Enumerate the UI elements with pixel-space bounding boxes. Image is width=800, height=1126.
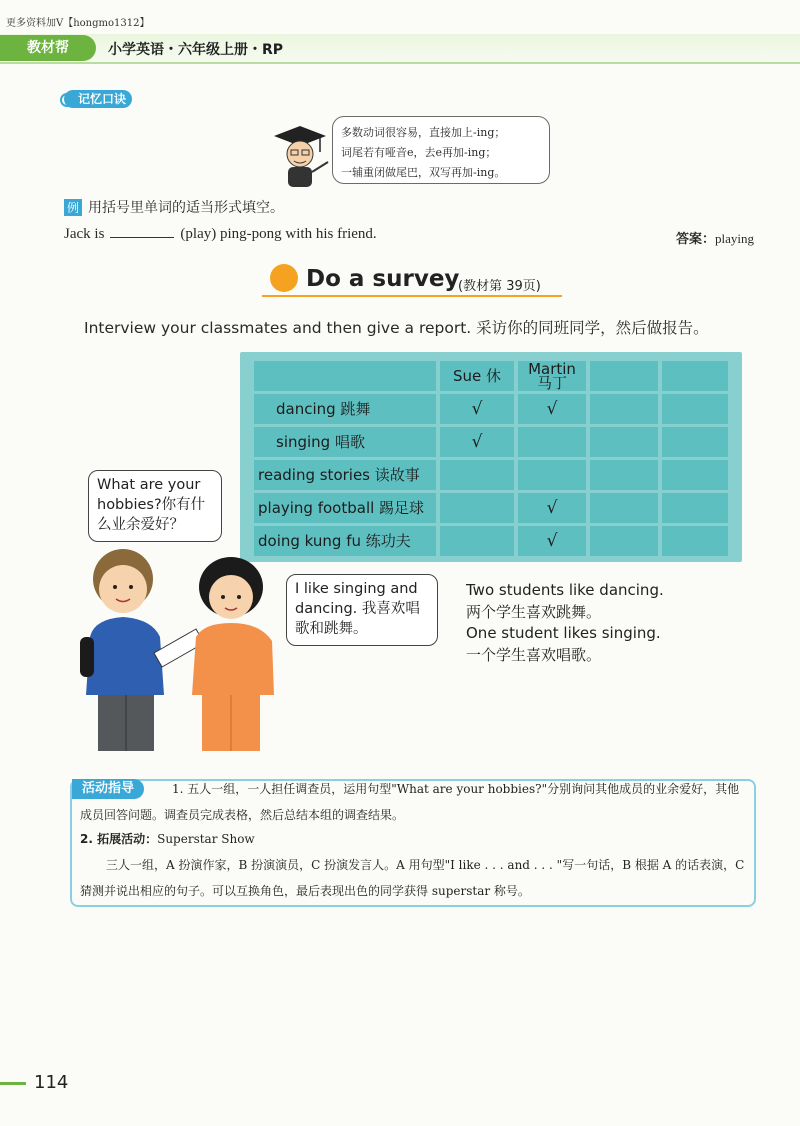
example-sentence [64, 226, 377, 243]
empty-column-cell [662, 361, 728, 391]
section-subtitle: (教材第 39页) [458, 279, 541, 294]
check-cell [440, 526, 514, 556]
activity-item-2-title: Superstar Show [157, 832, 255, 846]
check-cell: √ [518, 493, 586, 523]
brand-tab: 教材帮 [0, 35, 96, 61]
page-number: 114 [34, 1072, 69, 1093]
result-line: Two students like dancing. [466, 581, 664, 599]
empty-column-cell [590, 361, 658, 391]
check-cell [440, 460, 514, 490]
row-label: dancing 跳舞 [254, 394, 436, 424]
answer-label: 答案： [675, 232, 715, 247]
answer-blank [110, 237, 174, 238]
activity-item-2-heading [80, 826, 746, 852]
answer-value: playing [715, 231, 754, 246]
survey-section-icon [270, 264, 298, 292]
teacher-cartoon-icon [270, 122, 330, 192]
table-corner-cell [254, 361, 436, 391]
empty-cell [662, 460, 728, 490]
check-cell: √ [518, 526, 586, 556]
check-cell [440, 493, 514, 523]
check-cell: √ [440, 427, 514, 457]
empty-cell [662, 526, 728, 556]
column-header-martin [518, 361, 586, 391]
activity-item-2-label: 2. 拓展活动： [80, 832, 158, 846]
survey-results [466, 580, 664, 666]
result-line: One student likes singing. [466, 624, 661, 642]
result-line: 一个学生喜欢唱歌。 [466, 645, 602, 664]
martin-en: Martin [528, 360, 576, 378]
example-prompt-text: 用括号里单词的适当形式填空。 [88, 200, 285, 216]
example-badge: 例 [64, 199, 82, 216]
section-instruction: Interview your classmates and then give a report. 采访你的同班同学，然后做报告。 [84, 319, 709, 337]
memory-tip-label: 记忆口诀 [64, 90, 132, 108]
page-number-bar [0, 1082, 26, 1085]
column-header-sue: Sue 休 [440, 361, 514, 391]
section-underline [262, 295, 562, 297]
sentence-after: (play) ping-pong with his friend. [180, 226, 377, 242]
check-cell: √ [440, 394, 514, 424]
sentence-before: Jack is [64, 226, 105, 242]
example-prompt [64, 197, 284, 217]
memory-tip-bubble [332, 116, 550, 184]
activity-item-2-body: 三人一组，A 扮演作家，B 扮演演员，C 扮演发言人。A 用句型"I like . . . and . . . "写一句话，B 根据 A 的话表演，C 猜测并说出相应的句子。可以互换角色，最后表现出色的同学获得 superstar 称号。 [80, 858, 745, 898]
example-answer [676, 228, 754, 247]
check-cell [518, 460, 586, 490]
empty-cell [662, 394, 728, 424]
row-label: reading stories 读故事 [254, 460, 436, 490]
tip-line: 词尾若有哑音e，去e再加-ing； [341, 146, 497, 159]
martin-zh: 马丁 [536, 374, 567, 392]
empty-cell [590, 427, 658, 457]
empty-cell [662, 493, 728, 523]
survey-table [240, 352, 742, 562]
activity-item-1: 1. 五人一组，一人担任调查员，运用句型"What are your hobbies?"分别询问其他成员的业余爱好，其他成员回答问题。调查员完成表格，然后总结本组的调查结果。 [80, 782, 740, 822]
book-title: 小学英语・六年级上册・RP [108, 42, 284, 58]
section-title: Do a survey [306, 266, 460, 292]
tip-line: 多数动词很容易，直接加上-ing； [341, 126, 506, 139]
answer-bubble: I like singing and dancing. 我喜欢唱歌和跳舞。 [286, 574, 438, 646]
tip-line: 一辅重闭做尾巴，双写再加-ing。 [341, 166, 506, 179]
row-label: singing 唱歌 [254, 427, 436, 457]
check-cell: √ [518, 394, 586, 424]
empty-cell [662, 427, 728, 457]
empty-cell [590, 460, 658, 490]
question-bubble: What are your hobbies?你有什么业余爱好？ [88, 470, 222, 542]
empty-cell [590, 526, 658, 556]
row-label: doing kung fu 练功夫 [254, 526, 436, 556]
row-label: playing football 踢足球 [254, 493, 436, 523]
activity-guide-label: 活动指导 [72, 779, 144, 799]
result-line: 两个学生喜欢跳舞。 [466, 602, 602, 621]
empty-cell [590, 394, 658, 424]
check-cell [518, 427, 586, 457]
children-illustration [78, 545, 288, 755]
empty-cell [590, 493, 658, 523]
top-note: 更多资料加V【hongmo1312】 [6, 18, 150, 29]
